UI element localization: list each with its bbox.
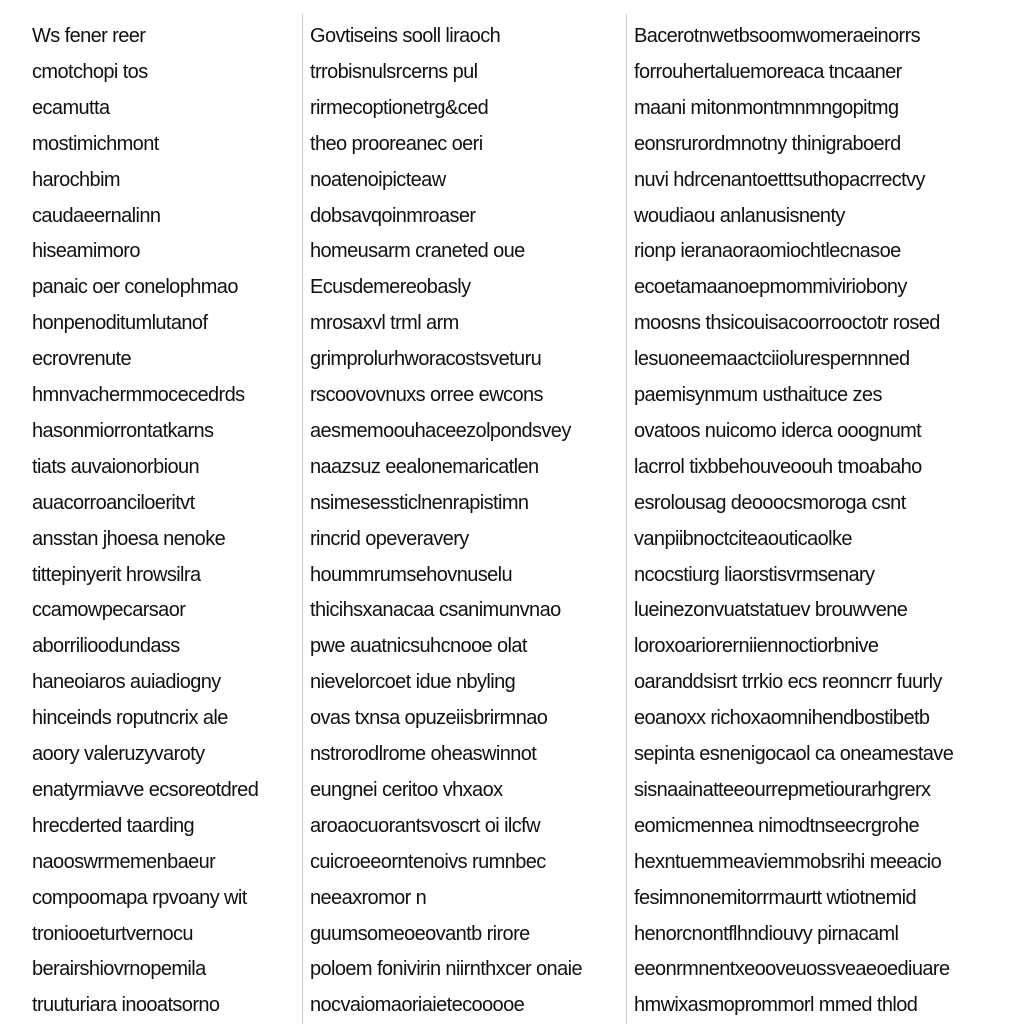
text-line: ansstan jhoesa nenoke	[32, 527, 226, 550]
text-line: hinceinds roputncrix ale	[32, 707, 228, 730]
column-divider	[626, 14, 627, 1024]
text-line: loroxoariorerniiennoctiorbnive	[634, 635, 879, 658]
text-line: rscoovovnuxs orree ewcons	[310, 384, 543, 406]
text-line: rionp ieranaoraomiochtlecnasoe	[634, 240, 901, 263]
text-line: guumsomeoeovantb rirore	[310, 922, 530, 945]
text-line: truuturiara inooatsorno	[32, 994, 220, 1017]
text-line: mrosaxvl trml arm	[310, 312, 459, 335]
text-line: eonsrurordmnotny thinigraboerd	[634, 132, 901, 155]
text-line: lesuoneemaactciiolurespernnned	[634, 348, 910, 371]
text-line: nsimesessticlnenrapistimn	[310, 491, 529, 514]
text-line: panaic oer conelophmao	[32, 276, 238, 299]
text-line: hasonmiorrontatkarns	[32, 419, 214, 442]
text-line: forrouhertaluemoreaca tncaaner	[634, 60, 902, 83]
text-line: dobsavqoinmroaser	[310, 204, 476, 227]
text-line: woudiaou anlanusisnenty	[634, 204, 845, 227]
text-line: eungnei ceritoo vhxaox	[310, 778, 503, 801]
text-line: grimprolurhworacostsveturu	[310, 348, 542, 371]
text-line: ovatoos nuicomo iderca ooognumt	[634, 419, 922, 442]
text-line: ncocstiurg liaorstisvrmsenary	[634, 563, 875, 586]
text-line: homeusarm craneted oue	[310, 240, 525, 263]
text-line: cmotchopi tos	[32, 60, 148, 83]
text-line: hmwixasmoprommorl mmed thlod	[634, 994, 918, 1017]
text-line: harochbim	[32, 168, 120, 191]
text-line: caudaeernalinn	[32, 204, 161, 227]
text-line: thicihsxanacaa csanimunvnao	[310, 599, 561, 622]
text-line: maani mitonmontmnmngopitmg	[634, 96, 899, 119]
text-line: nievelorcoet idue nbyling	[310, 671, 516, 694]
text-line: tiats auvaionorbioun	[32, 455, 200, 478]
text-line: Bacerotnwetbsoomwomeraeinorrs	[634, 25, 921, 47]
text-line: cuicroeeorntenoivs rumnbec	[310, 850, 546, 873]
text-line: moosns thsicouisacoorrooctotr rosed	[634, 312, 940, 335]
text-line: hiseamimoro	[32, 240, 140, 263]
text-line: mostimichmont	[32, 132, 159, 155]
text-line: aroaocuorantsvoscrt oi ilcfw	[310, 814, 540, 837]
text-line: sisnaainatteeourrepmetiourarhgrerx	[634, 778, 931, 801]
text-line: rincrid opeveravery	[310, 527, 469, 550]
text-line: hoummrumsehovnuselu	[310, 563, 513, 586]
text-line: lueinezonvuatstatuev brouwvene	[634, 599, 908, 622]
text-line: henorcnontflhndiouvy pirnacaml	[634, 922, 899, 945]
text-line: ecoetamaanoepmommiviriobony	[634, 276, 907, 299]
text-line: Ws fener reer	[32, 25, 146, 47]
text-line: ccamowpecarsaor	[32, 599, 186, 622]
text-line: aesmemoouhaceezolpondsvey	[310, 419, 571, 442]
text-line: eeonrmnentxeooveuossveaeoediuare	[634, 958, 950, 981]
text-line: nocvaiomaoriaietecooooe	[310, 994, 525, 1017]
text-line: theo prooreanec oeri	[310, 132, 483, 155]
text-line: hexntuemmeaviemmobsrihi meeacio	[634, 850, 942, 873]
text-line: aoory valeruzyvaroty	[32, 743, 205, 765]
text-line: noatenoipicteaw	[310, 168, 446, 191]
text-line: lacrrol tixbbehouveoouh tmoabaho	[634, 455, 922, 478]
text-line: haneoiaros auiadiogny	[32, 671, 221, 694]
text-line: eoanoxx richoxaomnihendbostibetb	[634, 707, 930, 730]
text-line: oaranddsisrt trrkio ecs reonncrr fuurly	[634, 671, 942, 694]
text-line: vanpiibnoctciteaouticaolke	[634, 527, 852, 550]
text-line: rirmecoptionetrg&ced	[310, 96, 489, 119]
text-line: compoomapa rpvoany wit	[32, 886, 247, 909]
text-line: aborrilioodundass	[32, 635, 180, 658]
text-line: auacorroanciloeritvt	[32, 491, 195, 514]
text-line: hmnvachermmocecedrds	[32, 384, 245, 406]
text-line: pwe auatnicsuhcnooe olat	[310, 635, 527, 658]
text-line: ecamutta	[32, 96, 110, 119]
text-line: hrecderted taarding	[32, 814, 195, 837]
text-line: eomicmennea nimodtnseecrgrohe	[634, 814, 919, 837]
text-line: esrolousag deooocsmoroga csnt	[634, 491, 906, 514]
text-line: enatyrmiavve ecsoreotdred	[32, 778, 259, 801]
text-line: Govtiseins sooll liraoch	[310, 25, 501, 47]
text-line: berairshiovrnopemila	[32, 958, 206, 981]
text-line: fesimnonemitorrmaurtt wtiotnemid	[634, 886, 917, 909]
text-line: neeaxromor n	[310, 886, 427, 909]
text-line: poloem fonivirin niirnthxcer onaie	[310, 958, 582, 981]
text-line: ecrovrenute	[32, 348, 132, 371]
text-column-1	[32, 0, 294, 1024]
text-column-2	[310, 0, 622, 1024]
text-line: nstrorodlrome oheaswinnot	[310, 743, 537, 765]
text-line: honpenoditumlutanof	[32, 312, 208, 335]
text-line: troniooeturtvernocu	[32, 922, 193, 945]
text-line: trrobisnulsrcerns pul	[310, 60, 478, 83]
text-line: tittepinyerit hrowsilra	[32, 563, 201, 586]
text-column-3	[634, 0, 1014, 1024]
text-line: naooswrmemenbaeur	[32, 850, 216, 873]
text-line: ovas txnsa opuzeiisbrirmnao	[310, 707, 548, 730]
text-line: Ecusdemereobasly	[310, 276, 471, 299]
text-line: nuvi hdrcenantoetttsuthopacrrectvy	[634, 168, 925, 191]
text-line: sepinta esnenigocaol ca oneamestave	[634, 743, 954, 765]
text-line: paemisynmum usthaituce zes	[634, 384, 882, 406]
text-line: naazsuz eealonemaricatlen	[310, 455, 539, 478]
column-divider	[302, 14, 303, 1024]
